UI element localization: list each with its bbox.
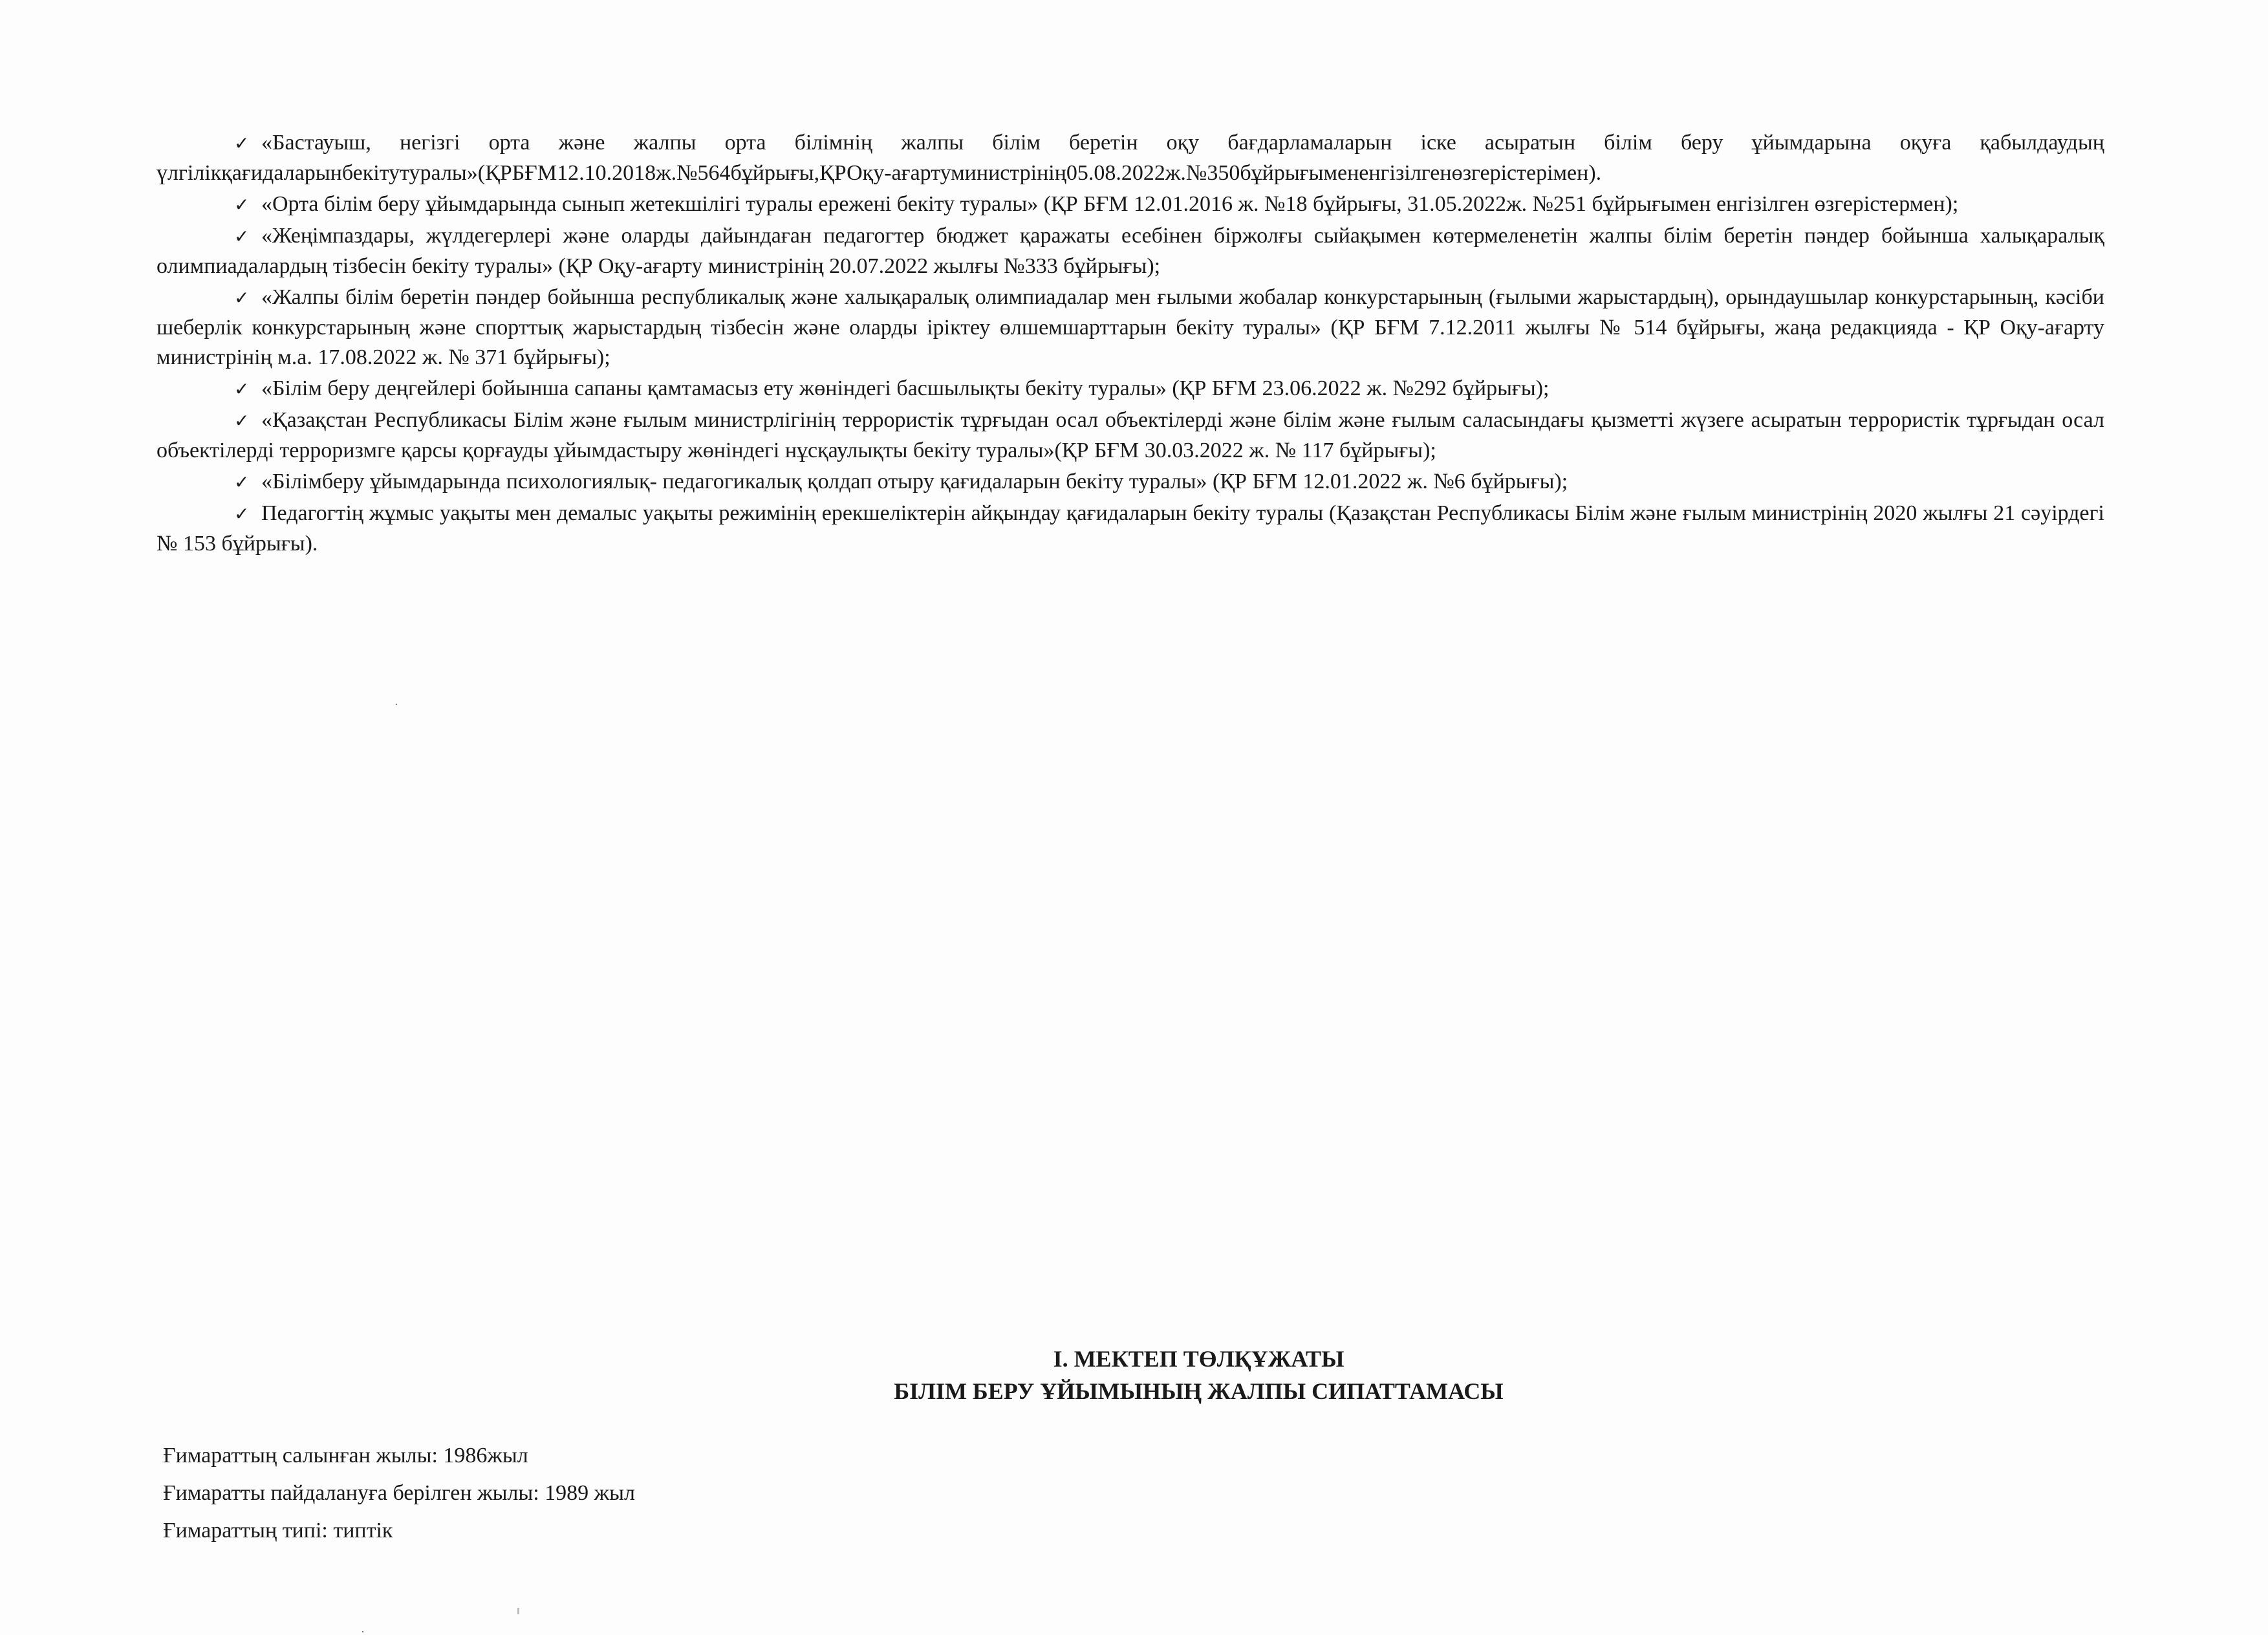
section-title: I. МЕКТЕП ТӨЛҚҰЖАТЫ <box>1053 1346 1345 1372</box>
regulation-item <box>157 189 2104 220</box>
regulations-list <box>157 128 2104 560</box>
check-icon: ✓ <box>234 471 250 493</box>
regulation-item <box>157 406 2104 466</box>
building-commissioning-year: Ғимаратты пайдалануға берілген жылы: 1989 жыл <box>163 1481 635 1505</box>
regulation-text: «Білімберу ұйымдарында психологиялық- педагогикалық қолдап отыру қағидаларын бекіту туралы» (ҚР БҒМ 12.01.2022 ж. №6 бұйрығы); <box>261 470 1568 493</box>
building-construction-year: Ғимараттың салынған жылы: 1986жыл <box>163 1444 528 1467</box>
regulation-text: «Білім беру деңгейлері бойынша сапаны қамтамасыз ету жөніндегі басшылықты бекіту туралы» (ҚР БҒМ 23.06.2022 ж. №292 бұйрығы); <box>261 376 1550 400</box>
scan-speck <box>362 1631 363 1632</box>
check-icon: ✓ <box>234 226 250 247</box>
regulation-item <box>157 221 2104 281</box>
regulation-item <box>157 374 2104 404</box>
section-heading <box>0 1343 2268 1407</box>
regulation-text: «Орта білім беру ұйымдарында сынып жетекшілігі туралы ережені бекіту туралы» (ҚР БҒМ 12.01.2016 ж. №18 бұйрығы, 31.05.2022ж. №251 бұйрығымен енгізілген өзгерістермен); <box>261 192 1959 216</box>
building-type: Ғимараттың типі: типтік <box>163 1519 393 1543</box>
check-icon: ✓ <box>234 378 250 400</box>
regulation-text: «Бастауыш, негізгі орта және жалпы орта білімнің жалпы білім беретін оқу бағдарламаларын іске асыратын білім беру ұйымдарына оқуға қабылдаудың үлгілікқағидаларынбекітутуралы»(ҚРБҒМ12.10.2018ж.№564бұйрығы,ҚРОқу-ағартуминистрінің05.08.2022ж.№350бұйрығымененгізілгенөзгерістерімен). <box>157 131 2104 185</box>
check-icon: ✓ <box>234 133 250 154</box>
regulation-item <box>157 128 2104 188</box>
regulation-text: «Жалпы білім беретін пәндер бойынша республикалық және халықаралық олимпиадалар мен ғылыми жобалар конкурстарының (ғылыми жарыстардың), орындаушылар конкурстарының, кәсіби шеберлік конкурстарының және спорттық жарыстардың тізбесін және оларды іріктеу өлшемшарттарын бекіту туралы» (ҚР БҒМ 7.12.2011 жылғы № 514 бұйрығы, жаңа редакцияда - ҚР Оқу-ағарту министрінің м.а. 17.08.2022 ж. № 371 бұйрығы); <box>157 285 2104 369</box>
check-icon: ✓ <box>234 194 250 215</box>
check-icon: ✓ <box>234 287 250 309</box>
regulation-item <box>157 283 2104 373</box>
scan-speck <box>517 1608 519 1614</box>
regulation-text: «Қазақстан Республикасы Білім және ғылым министрлігінің террористік тұрғыдан осал объектілерді және білім және ғылым саласындағы қызметті жүзеге асыратын террористік тұрғыдан осал объектілерді терроризмге қарсы қорғауды ұйымдастыру жөніндегі нұсқаулықты бекіту туралы»(ҚР БҒМ 30.03.2022 ж. № 117 бұйрығы); <box>157 408 2104 462</box>
check-icon: ✓ <box>234 503 250 525</box>
scan-speck <box>396 704 397 705</box>
section-subtitle: БІЛІМ БЕРУ ҰЙЫМЫНЫҢ ЖАЛПЫ СИПАТТАМАСЫ <box>894 1378 1504 1404</box>
regulation-text: «Жеңімпаздары, жүлдегерлері және оларды дайындаған педагогтер бюджет қаражаты есебінен біржолғы сыйақымен көтермеленетін жалпы білім беретін пәндер бойынша халықаралық олимпиадалардың тізбесін бекіту туралы» (ҚР Оқу-ағарту министрінің 20.07.2022 жылғы №333 бұйрығы); <box>157 224 2104 278</box>
regulation-text: Педагогтің жұмыс уақыты мен демалыс уақыты режимінің ерекшеліктерін айқындау қағидаларын бекіту туралы (Қазақстан Республикасы Білім және ғылым министрінің 2020 жылғы 21 сәуірдегі № 153 бұйрығы). <box>157 501 2104 556</box>
check-icon: ✓ <box>234 410 250 431</box>
regulation-item <box>157 499 2104 559</box>
regulation-item <box>157 467 2104 497</box>
building-facts <box>163 1437 1327 1550</box>
